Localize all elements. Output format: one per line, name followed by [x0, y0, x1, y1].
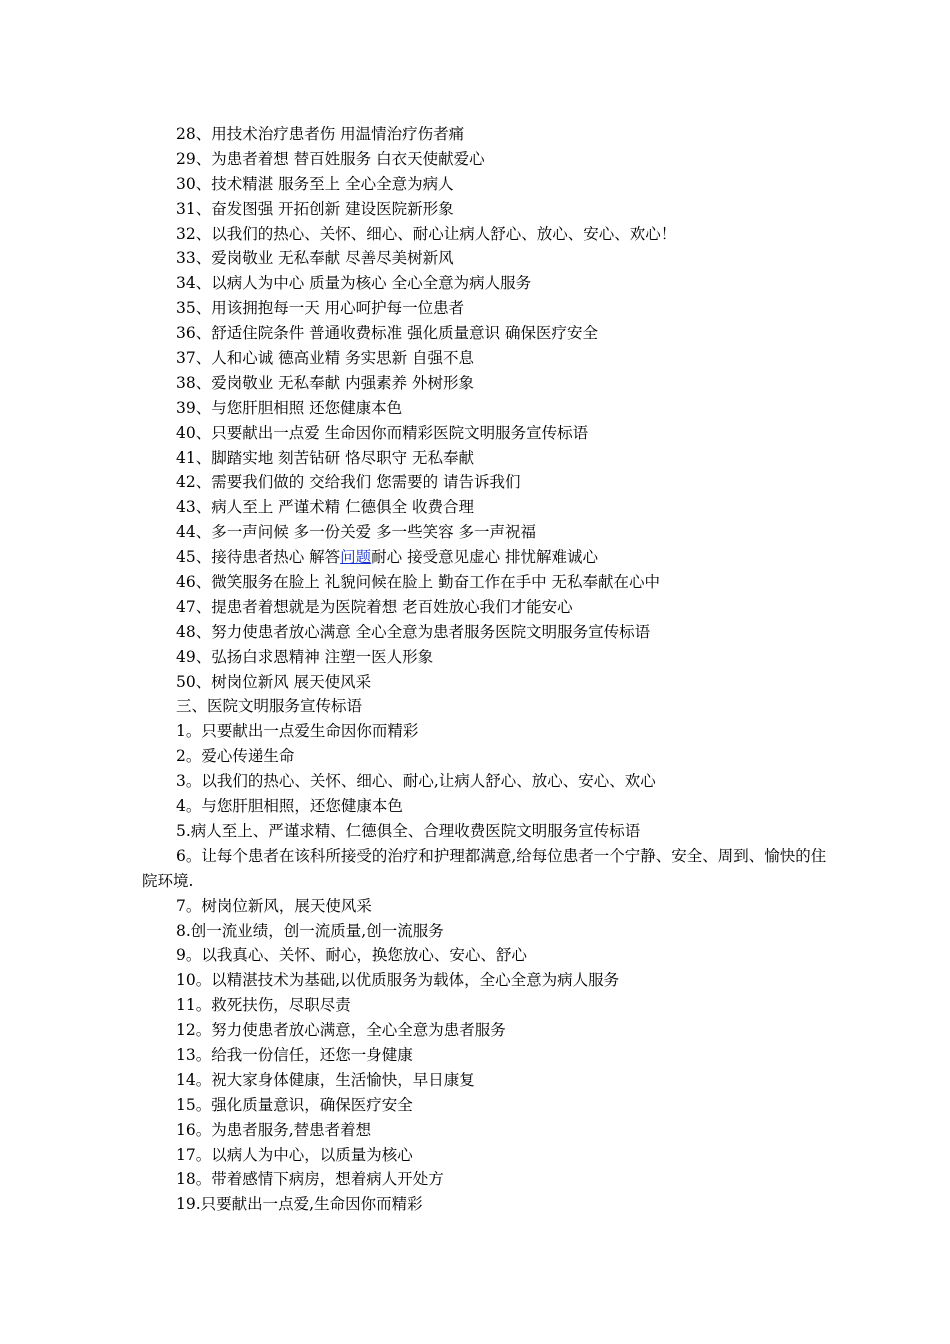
document-page	[142, 122, 832, 1217]
text-line: 9。以我真心、关怀、耐心，换您放心、安心、舒心	[176, 946, 527, 965]
text-line: 11。救死扶伤，尽职尽责	[176, 996, 351, 1015]
text-line: 12。努力使患者放心满意，全心全意为患者服务	[176, 1021, 506, 1040]
text-line: 18。带着感情下病房，想着病人开处方	[176, 1170, 444, 1189]
text-line: 48、努力使患者放心满意 全心全意为患者服务医院文明服务宣传标语	[176, 622, 651, 641]
text-line: 39、与您肝胆相照 还您健康本色	[176, 398, 403, 417]
text-line: 5.病人至上、严谨求精、仁德俱全、合理收费医院文明服务宣传标语	[176, 821, 641, 840]
text-line: 15。强化质量意识，确保医疗安全	[176, 1095, 413, 1114]
text-line: 30、技术精湛 服务至上 全心全意为病人	[176, 174, 454, 193]
text-line: 37、人和心诚 德高业精 务实思新 自强不息	[176, 349, 475, 368]
text-line: 34、以病人为中心 质量为核心 全心全意为病人服务	[176, 274, 532, 293]
slogan-list-a	[142, 122, 832, 545]
text-line: 38、爱岗敬业 无私奉献 内强素养 外树形象	[176, 373, 475, 392]
text-line: 50、树岗位新风 展天使风采	[176, 672, 372, 691]
text-line: 43、病人至上 严谨术精 仁德俱全 收费合理	[176, 498, 475, 517]
text-line: 三、医院文明服务宣传标语	[176, 697, 363, 716]
text-line: 31、奋发图强 开拓创新 建设医院新形象	[176, 199, 454, 218]
text-line: 49、弘扬白求恩精神 注塑一医人形象	[176, 647, 434, 666]
text-line: 7。树岗位新风，展天使风采	[176, 896, 372, 915]
text-line: 17。以病人为中心，以质量为核心	[176, 1145, 413, 1164]
slogan-45-after: 耐心 接受意见虚心 排忧解难诚心	[371, 548, 599, 567]
text-line: 33、爱岗敬业 无私奉献 尽善尽美树新风	[176, 249, 454, 268]
slogan-45-before: 45、接待患者热心 解答	[176, 548, 341, 567]
text-line: 35、用该拥抱每一天 用心呵护每一位患者	[176, 299, 465, 318]
text-line: 4。与您肝胆相照，还您健康本色	[176, 797, 403, 816]
text-line: 16。为患者服务,替患者着想	[176, 1120, 372, 1139]
text-line: 14。祝大家身体健康，生活愉快，早日康复	[176, 1070, 475, 1089]
text-line: 40、只要献出一点爱 生命因你而精彩医院文明服务宣传标语	[176, 423, 589, 442]
text-line: 2。爱心传递生命	[176, 747, 295, 766]
text-line: 10。以精湛技术为基础,以优质服务为载体，全心全意为病人服务	[176, 971, 620, 990]
text-line: 44、多一声问候 多一份关爱 多一些笑容 多一声祝福	[176, 523, 537, 542]
text-line: 28、用技术治疗患者伤 用温情治疗伤者痛	[176, 125, 465, 143]
text-line: 13。给我一份信任，还您一身健康	[176, 1045, 413, 1064]
text-line: 41、脚踏实地 刻苦钻研 恪尽职守 无私奉献	[176, 448, 475, 467]
text-line: 32、以我们的热心、关怀、细心、耐心让病人舒心、放心、安心、欢心！	[176, 224, 677, 243]
text-line: 1。只要献出一点爱生命因你而精彩	[176, 722, 419, 741]
question-link[interactable]: 问题	[340, 548, 372, 567]
text-line: 47、提患者着想就是为医院着想 老百姓放心我们才能安心	[176, 597, 573, 616]
text-line: 42、需要我们做的 交给我们 您需要的 请告诉我们	[176, 473, 521, 492]
text-line: 36、舒适住院条件 普通收费标准 强化质量意识 确保医疗安全	[176, 324, 599, 343]
text-line: 29、为患者着想 替百姓服务 白衣天使献爱心	[176, 149, 485, 168]
slogan-line-6: 6。让每个患者在该科所接受的治疗和护理都满意,给每位患者一个宁静、安全、周到、愉快的住院环境.	[142, 846, 827, 890]
text-line: 3。以我们的热心、关怀、细心、耐心,让病人舒心、放心、安心、欢心	[176, 772, 656, 791]
text-line: 19.只要献出一点爱,生命因你而精彩	[176, 1195, 423, 1214]
text-line: 46、微笑服务在脸上 礼貌问候在脸上 勤奋工作在手中 无私奉献在心中	[176, 573, 661, 592]
slogan-line-45	[142, 545, 832, 570]
slogan-list-c	[142, 894, 832, 1218]
text-line: 8.创一流业绩，创一流质量,创一流服务	[176, 921, 444, 940]
slogan-list-b	[142, 570, 832, 844]
